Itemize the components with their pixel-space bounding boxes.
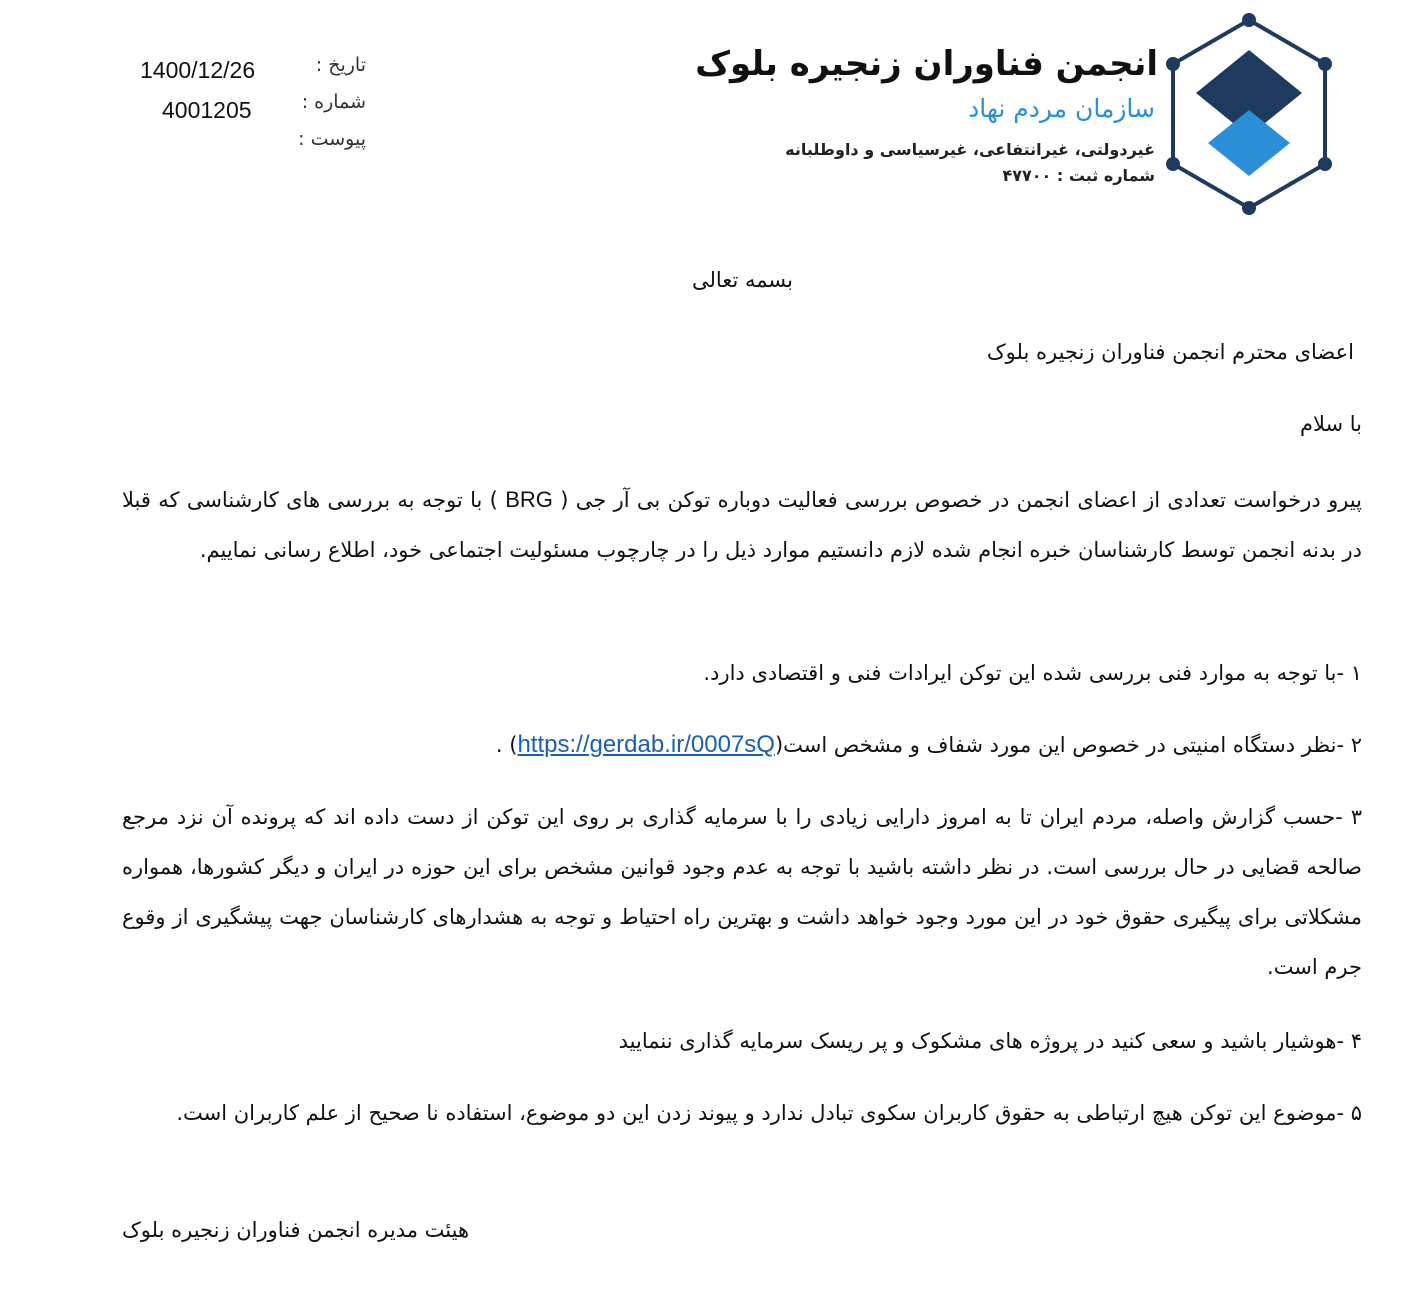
logo-node xyxy=(1318,157,1332,171)
attachment-label: پیوست : xyxy=(298,128,366,150)
org-subtitle: سازمان مردم نهاد xyxy=(968,94,1155,123)
org-name: انجمن فناوران زنجیره بلوک xyxy=(695,44,1158,84)
letter-title: بسمه تعالی xyxy=(692,268,793,292)
date-label: تاریخ : xyxy=(315,54,366,76)
logo-node xyxy=(1166,157,1180,171)
org-description: غیردولتی، غیرانتفاعی، غیرسیاسی و داوطلبانه xyxy=(785,140,1155,159)
org-registration: شماره ثبت : ۴۷۷۰۰ xyxy=(1002,166,1155,185)
intro-text-end: ) با توجه به بررسی های کارشناسی که قبلا در بدنه انجمن توسط کارشناسان خبره انجام شده لازم دانستیم موارد ذیل را در چارچوب مسئولیت اجتماعی خود، اطلاع رسانی نماییم. xyxy=(122,488,1362,562)
greeting-line: با سلام xyxy=(1299,412,1362,436)
organization-logo xyxy=(1162,10,1337,218)
logo-node xyxy=(1242,201,1256,215)
logo-node xyxy=(1318,57,1332,71)
logo-node xyxy=(1166,57,1180,71)
logo-node xyxy=(1242,13,1256,27)
recipient-line: اعضای محترم انجمن فناوران زنجیره بلوک xyxy=(986,340,1354,364)
intro-paragraph xyxy=(122,475,1362,575)
date-value: 1400/12/26 xyxy=(140,57,256,83)
signature-line: هیئت مدیره انجمن فناوران زنجیره بلوک xyxy=(122,1218,470,1242)
number-label: شماره : xyxy=(301,91,366,113)
item-1: ۱ -با توجه به موارد فنی بررسی شده این توکن ایرادات فنی و اقتصادی دارد. xyxy=(703,661,1362,685)
number-value: 4001205 xyxy=(162,97,252,123)
item-2-text: ۲ -نظر دستگاه امنیتی در خصوص این مورد شفاف و مشخص است xyxy=(783,733,1362,757)
item-2: ۲ -نظر دستگاه امنیتی در خصوص این مورد شفاف و مشخص است(https://gerdab.ir/0007sQ) . xyxy=(495,731,1362,758)
item-4: ۴ -هوشیار باشید و سعی کنید در پروژه های مشکوک و پر ریسک سرمایه گذاری ننمایید xyxy=(618,1029,1362,1053)
item-5: ۵ -موضوع این توکن هیچ ارتباطی به حقوق کاربران سکوی تبادل ندارد و پیوند زدن این دو موضوع، استفاده نا صحیح از علم کاربران است. xyxy=(176,1101,1362,1125)
logo-diamond-light xyxy=(1208,110,1290,176)
token-code: BRG xyxy=(505,487,553,512)
item-2-tail: . xyxy=(495,733,510,757)
intro-text-start: پیرو درخواست تعدادی از اعضای انجمن در خصوص بررسی فعالیت دوباره توکن بی آر جی ( xyxy=(552,488,1362,512)
item-3: ۳ -حسب گزارش واصله، مردم ایران تا به امروز دارایی زیادی را با سرمایه گذاری بر روی این توکن از دست داده اند که پرونده آن نزد مرجع صالحه قضایی در حال بررسی است. در نظر داشته باشید با توجه به عدم وجود قوانین مشخص برای این حوزه در ایران و دیگر کشورها، همواره مشکلاتی برای پیگیری حقوق خود در این مورد وجود خواهد داشت و بهترین راه احتیاط و توجه به هشدارهای کارشناسان جهت پیشگیری از وقوع جرم است. xyxy=(122,805,1362,979)
gerdab-link[interactable]: https://gerdab.ir/0007sQ xyxy=(517,731,775,758)
